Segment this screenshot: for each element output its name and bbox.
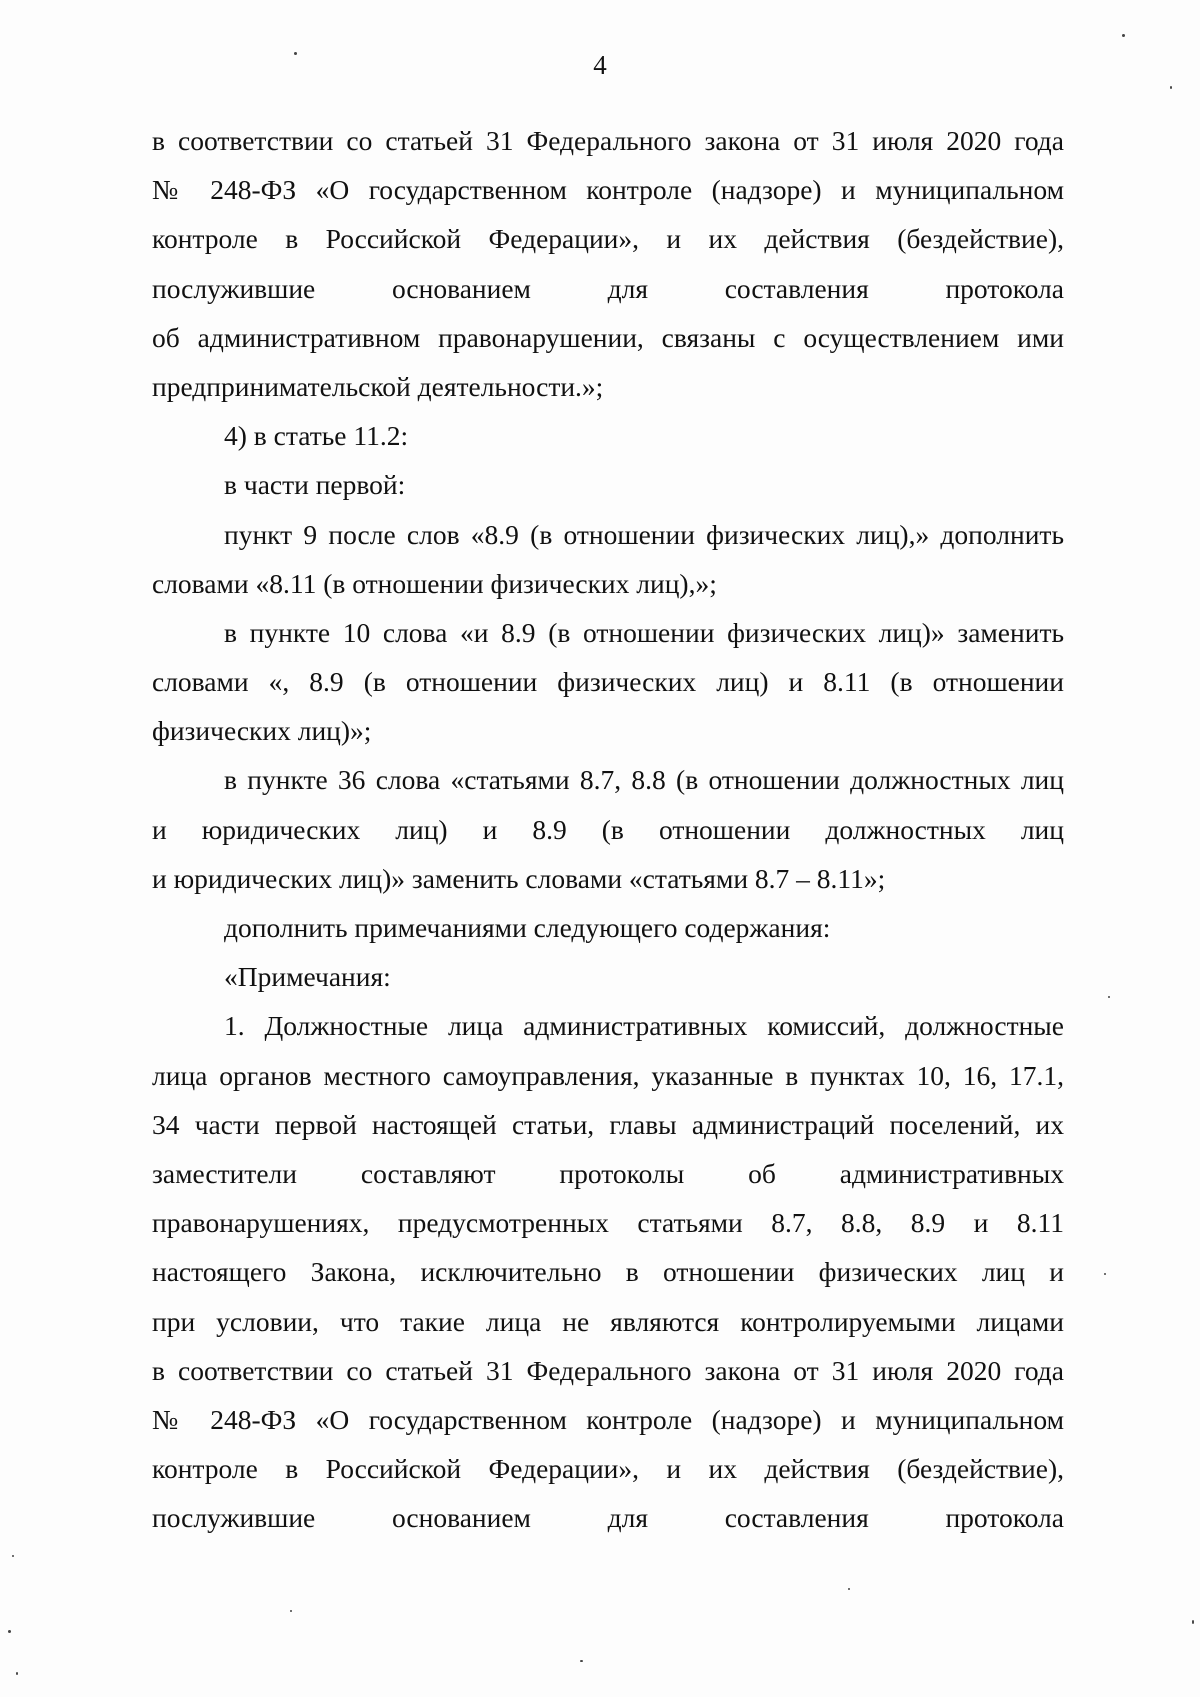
- text-line: № 248-ФЗ «О государственном контроле (надзоре) и муниципальном: [152, 174, 1064, 206]
- text-line: в соответствии со статьей 31 Федерального закона от 31 июля 2020 года: [152, 125, 1064, 156]
- text-line: пункт 9 после слов «8.9 (в отношении физических лиц),» дополнить: [224, 518, 1064, 550]
- scan-speck: [12, 1555, 14, 1557]
- text-line: физических лиц)»;: [152, 715, 372, 747]
- text-line: и юридических лиц)» заменить словами «статьями 8.7 – 8.11»;: [152, 862, 886, 894]
- text-line: 1. Должностные лица административных комиссий, должностные: [224, 1010, 1064, 1042]
- scan-speck: [1108, 996, 1110, 998]
- text-line: дополнить примечаниями следующего содержания:: [224, 912, 831, 943]
- text-line: при условии, что такие лица не являются контролируемыми лицами: [152, 1305, 1064, 1337]
- text-line: в соответствии со статьей 31 Федерального закона от 31 июля 2020 года: [152, 1354, 1064, 1386]
- text-line: и юридических лиц) и 8.9 (в отношении должностных лиц: [152, 813, 1064, 845]
- page-number: 4: [593, 50, 607, 80]
- scan-speck: [8, 1630, 11, 1633]
- text-line: контроле в Российской Федерации», и их действия (бездействие),: [152, 1453, 1064, 1485]
- scan-speck: [1192, 1620, 1194, 1624]
- text-line: словами «, 8.9 (в отношении физических лиц) и 8.11 (в отношении: [152, 666, 1064, 698]
- text-line: 34 части первой настоящей статьи, главы администраций поселений, их: [152, 1108, 1064, 1140]
- scan-speck: [16, 1672, 18, 1675]
- text-line: заместители составляют протоколы об административных: [152, 1157, 1064, 1189]
- scan-speck: [1170, 86, 1172, 89]
- text-line: послужившие основанием для составления протокола: [152, 272, 1064, 304]
- text-line: «Примечания:: [224, 961, 391, 993]
- scan-speck: [1122, 34, 1125, 37]
- text-line: № 248-ФЗ «О государственном контроле (надзоре) и муниципальном: [152, 1403, 1064, 1435]
- text-line: в пункте 36 слова «статьями 8.7, 8.8 (в отношении должностных лиц: [224, 764, 1064, 796]
- text-line: в пункте 10 слова «и 8.9 (в отношении физических лиц)» заменить: [224, 616, 1064, 648]
- scan-speck: [848, 1588, 850, 1590]
- text-line: в части первой:: [224, 469, 406, 501]
- scan-speck: [294, 52, 297, 55]
- text-line: контроле в Российской Федерации», и их действия (бездействие),: [152, 223, 1064, 255]
- scan-speck: [1104, 1273, 1106, 1275]
- text-line: правонарушениях, предусмотренных статьями 8.7, 8.8, 8.9 и 8.11: [152, 1207, 1064, 1239]
- text-line: предпринимательской деятельности.»;: [152, 370, 604, 402]
- text-line: послужившие основанием для составления протокола: [152, 1502, 1064, 1534]
- text-line: 4) в статье 11.2:: [224, 420, 409, 452]
- text-line: лица органов местного самоуправления, указанные в пунктах 10, 16, 17.1,: [152, 1059, 1064, 1091]
- text-line: об административном правонарушении, связаны с осуществлением ими: [152, 321, 1064, 353]
- scan-speck: [580, 1660, 583, 1662]
- text-line: словами «8.11 (в отношении физических лиц),»;: [152, 567, 717, 599]
- scan-speck: [290, 1610, 292, 1612]
- document-body: [152, 116, 1064, 1542]
- text-line: настоящего Закона, исключительно в отношении физических лиц и: [152, 1256, 1064, 1288]
